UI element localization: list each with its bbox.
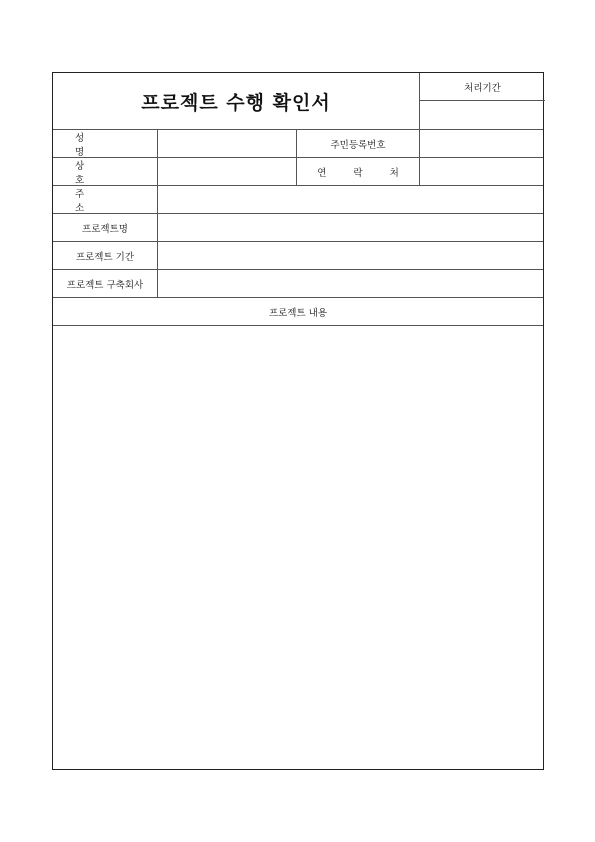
title-row xyxy=(53,73,543,130)
form-title: 프로젝트 수행 확인서 xyxy=(141,91,331,114)
address-field[interactable] xyxy=(157,186,545,213)
project-name-field[interactable] xyxy=(157,214,545,241)
project-content-header-row xyxy=(53,298,543,326)
project-content-label: 프로젝트 내용 xyxy=(268,307,328,319)
company-row xyxy=(53,158,543,186)
name-label: 성 명 xyxy=(75,132,107,158)
name-field[interactable] xyxy=(157,130,296,157)
project-confirmation-form xyxy=(52,72,544,770)
name-row xyxy=(53,130,543,158)
project-period-row xyxy=(53,242,543,270)
project-company-field[interactable] xyxy=(157,270,545,297)
project-company-label: 프로젝트 구축회사 xyxy=(66,279,144,291)
contact-field[interactable] xyxy=(419,158,545,185)
processing-period-label: 처리기간 xyxy=(420,73,545,101)
processing-period-box xyxy=(419,73,545,129)
project-name-label: 프로젝트명 xyxy=(82,223,128,235)
project-company-row xyxy=(53,270,543,298)
company-field[interactable] xyxy=(157,158,296,185)
project-name-row xyxy=(53,214,543,242)
project-period-label: 프로젝트 기간 xyxy=(75,251,135,263)
resident-number-label: 주민등록번호 xyxy=(296,130,419,157)
address-row xyxy=(53,186,543,214)
resident-number-field[interactable] xyxy=(419,130,545,157)
contact-label: 연 락 처 xyxy=(296,158,419,185)
project-content-area[interactable] xyxy=(53,326,543,769)
company-label: 상 호 xyxy=(75,160,107,186)
project-period-field[interactable] xyxy=(157,242,545,269)
address-label: 주 소 xyxy=(75,188,107,214)
